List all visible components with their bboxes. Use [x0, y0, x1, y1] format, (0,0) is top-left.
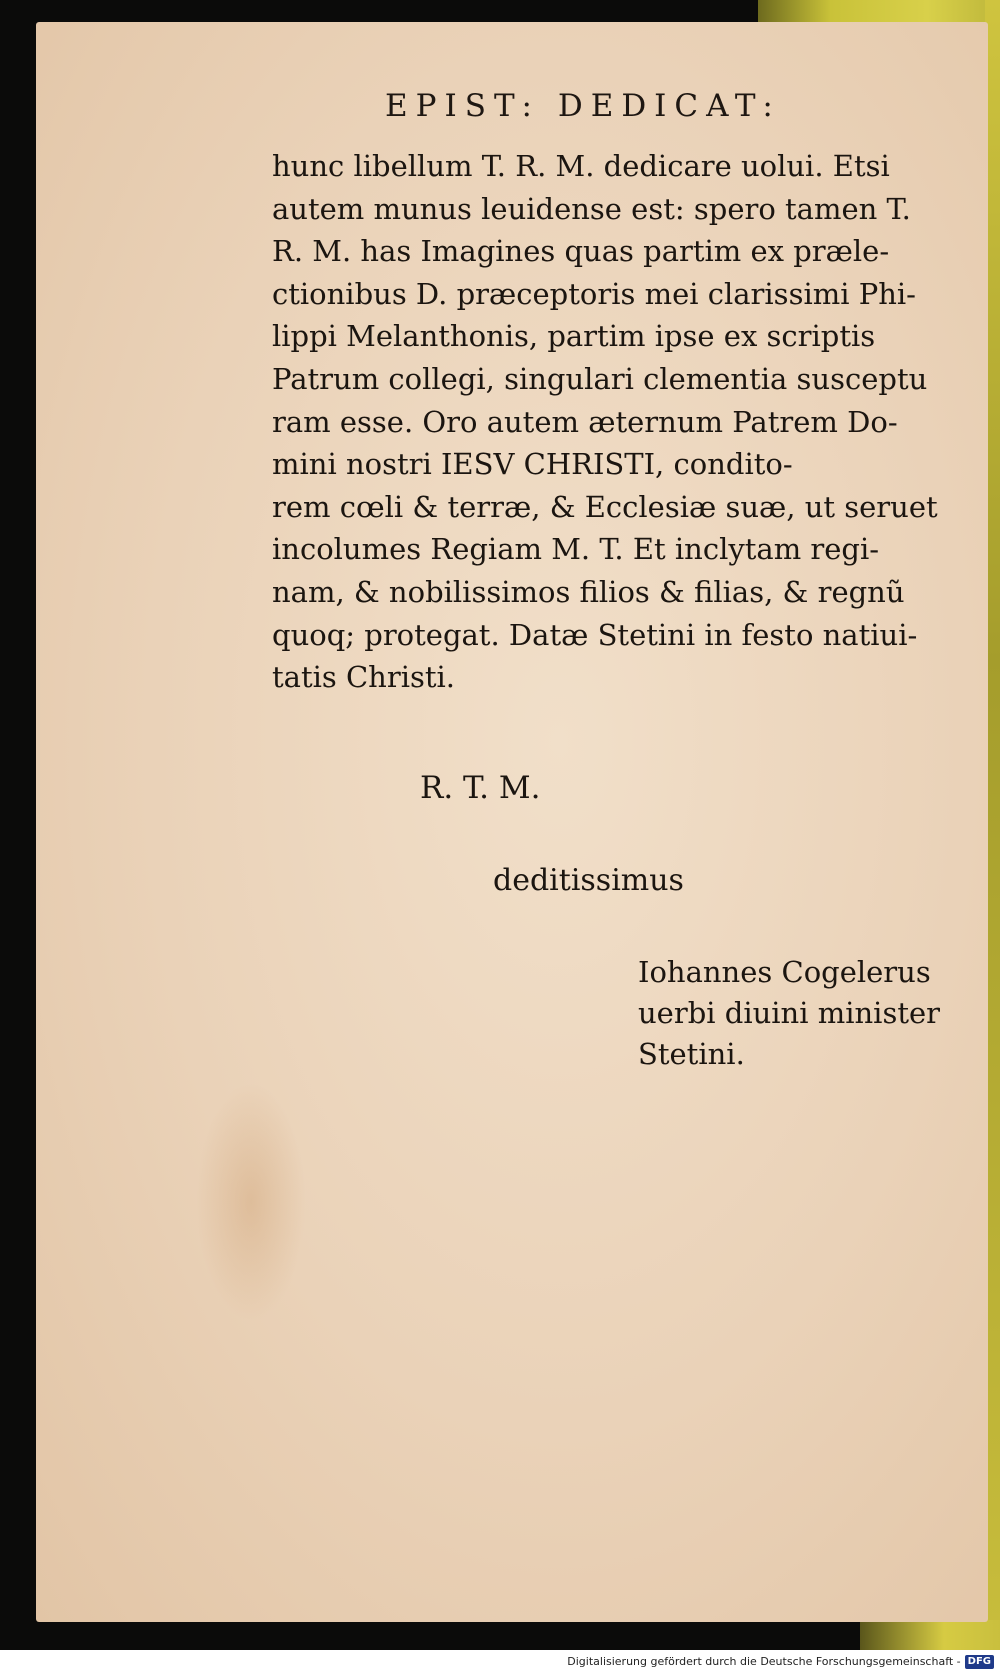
- text-line: lippi Melanthonis, partim ipse ex scriptis: [272, 319, 876, 354]
- text-line: R. M. has Imagines quas partim ex præle-: [272, 234, 890, 269]
- paper-stain: [196, 1082, 306, 1322]
- footer-credit-text: Digitalisierung gefördert durch die Deutsche Forschungsgemeinschaft -: [567, 1655, 961, 1668]
- text-line: ram esse. Oro autem æternum Patrem Do-: [272, 404, 898, 439]
- dedication-text: [272, 145, 962, 699]
- digitization-footer: [0, 1650, 1000, 1674]
- addressee-initials: R. T. M.: [420, 770, 541, 806]
- text-line: mini nostri IESV CHRISTI, condito-: [272, 447, 793, 482]
- signature-name: Iohannes Cogelerus: [638, 955, 931, 989]
- signature-title: uerbi diuini minister: [638, 996, 941, 1030]
- closing-word: deditissimus: [493, 863, 684, 898]
- text-line: hunc libellum T. R. M. dedicare uolui. Etsi: [272, 149, 890, 183]
- signature-place: Stetini.: [638, 1037, 745, 1071]
- text-line: autem munus leuidense est: spero tamen T.: [272, 191, 911, 226]
- text-line: quoq; protegat. Datæ Stetini in festo natiui-: [272, 617, 918, 652]
- text-line: ctionibus D. præceptoris mei clarissimi Phi-: [272, 276, 916, 311]
- text-line: nam, & nobilissimos filios & filias, & regnũ: [272, 574, 905, 609]
- running-header: EPIST: DEDICAT:: [385, 88, 781, 124]
- page-edge-bottom: [860, 1620, 1000, 1650]
- signature-block: [638, 952, 940, 1075]
- text-line: incolumes Regiam M. T. Et inclytam regi-: [272, 532, 880, 567]
- text-line: Patrum collegi, singulari clementia susceptu: [272, 361, 928, 396]
- dfg-logo-icon[interactable]: DFG: [965, 1655, 994, 1669]
- text-line: tatis Christi.: [272, 660, 456, 695]
- text-line: rem cœli & terræ, & Ecclesiæ suæ, ut seruet: [272, 489, 938, 524]
